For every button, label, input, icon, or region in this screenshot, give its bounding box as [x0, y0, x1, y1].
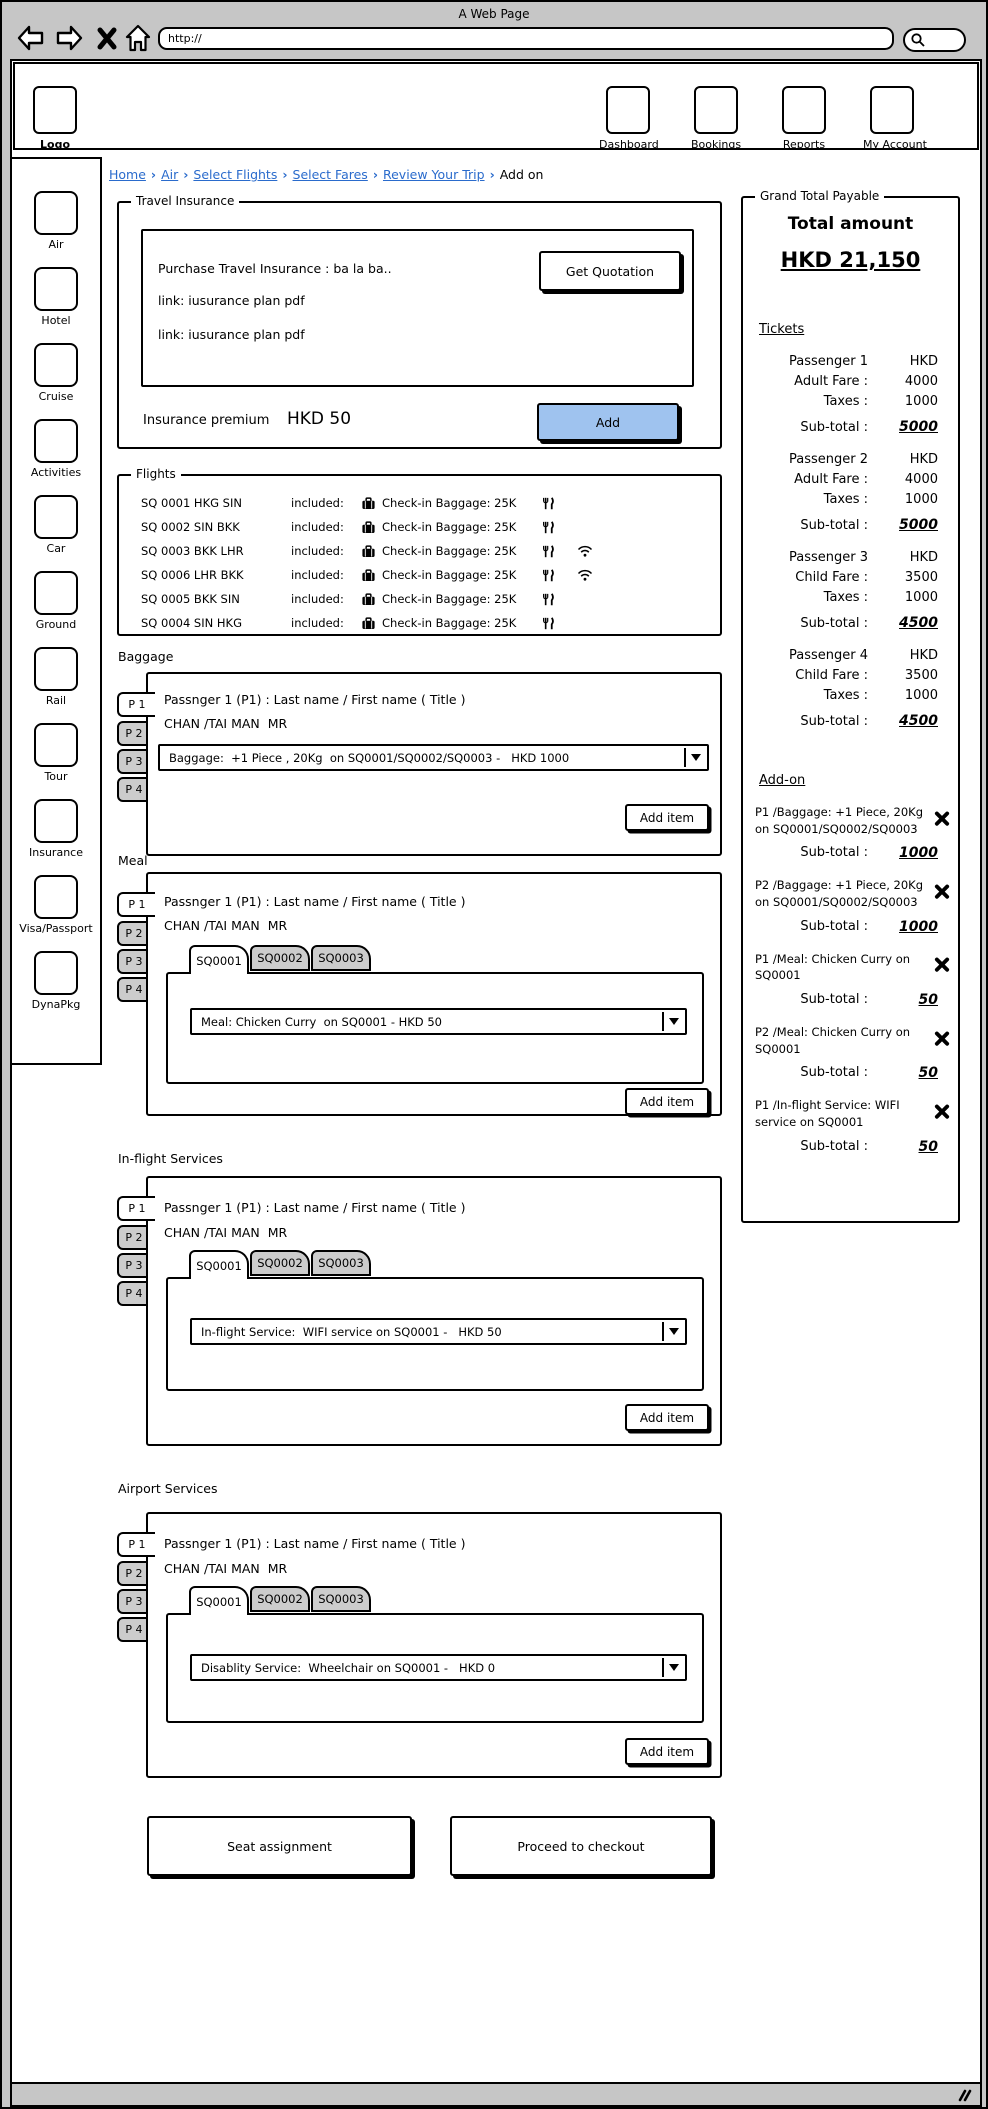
flight-number: SQ 0006 LHR BKK [141, 568, 244, 582]
addon-subtotal-row [743, 919, 958, 935]
passenger-header: Passnger 1 (P1) : Last name / First name ( Title ) [164, 894, 466, 909]
ground-icon [34, 571, 78, 615]
sidebar-item-rail[interactable] [34, 647, 78, 707]
addon-description: P1 /Meal: Chicken Curry on SQ0001 [755, 951, 911, 983]
sidebar-label: Air [48, 238, 64, 251]
flight-row [141, 496, 720, 510]
breadcrumb-review-your-trip[interactable]: Review Your Trip [382, 167, 485, 182]
passenger-name: CHAN /TAI MAN MR [164, 716, 288, 731]
sidebar-item-car[interactable] [34, 495, 78, 555]
nav-item-dashboard[interactable] [599, 86, 657, 151]
wifi-icon [577, 545, 593, 557]
status-bar [12, 2082, 980, 2105]
baggage-allowance: Check-in Baggage: 25K [382, 544, 517, 558]
remove-addon-icon[interactable] [934, 810, 950, 831]
home-button[interactable] [124, 24, 152, 52]
subtotal-value: 50 [918, 992, 938, 1009]
addon-description: P2 /Meal: Chicken Curry on SQ0001 [755, 1025, 911, 1056]
insurance-intro: Purchase Travel Insurance : ba la ba.. [158, 261, 392, 276]
inflight-flight-tabs [189, 1250, 372, 1279]
chevron-down-icon [662, 1322, 683, 1341]
fare-value: 3500 [904, 668, 938, 683]
chevron-down-icon [662, 1012, 683, 1031]
passenger-fare-block [743, 354, 958, 435]
fare-label: Adult Fare : [794, 374, 868, 389]
inflight-dropdown[interactable] [190, 1318, 687, 1345]
inflight-dropdown-value: In-flight Service: WIFI service on SQ0001 - HKD 50 [201, 1324, 502, 1339]
meal-icon [542, 568, 555, 583]
taxes-label: Taxes : [823, 492, 868, 507]
travel-insurance-section [117, 194, 722, 449]
airport-flight-tabs [189, 1586, 372, 1615]
breadcrumb-air[interactable]: Air [161, 167, 179, 182]
insurance-add-button[interactable]: Add [537, 403, 679, 441]
insurance-info-box [141, 229, 694, 387]
inflight-add-item-button[interactable]: Add item [625, 1404, 709, 1431]
dynapkg-icon [34, 951, 78, 995]
addon-subtotal-row [743, 1065, 958, 1081]
sidebar-label: Cruise [38, 390, 74, 403]
airport-passenger-tab-4[interactable]: P 4 [117, 1617, 151, 1642]
tour-icon [34, 723, 78, 767]
baggage-icon [361, 544, 376, 559]
passenger-header: Passnger 1 (P1) : Last name / First name ( Title ) [164, 692, 466, 707]
inflight-passenger-tab-1[interactable]: P 1 [117, 1196, 155, 1221]
included-label: included: [291, 568, 344, 582]
subtotal-label: Sub-total : [800, 714, 868, 729]
passenger-label: Passenger 2 [788, 452, 868, 467]
back-button[interactable] [16, 24, 46, 52]
logo-label: Logo [40, 138, 70, 151]
currency-label: HKD [909, 452, 938, 467]
meal-tab-sq0001[interactable]: SQ0001 [189, 945, 249, 974]
baggage-allowance: Check-in Baggage: 25K [382, 616, 517, 630]
breadcrumb-home[interactable]: Home [109, 167, 146, 182]
meal-add-item-button[interactable]: Add item [625, 1088, 709, 1115]
remove-addon-icon[interactable] [934, 1104, 950, 1125]
insurance-icon [34, 799, 78, 843]
airport-dropdown-value: Disablity Service: Wheelchair on SQ0001 - HKD 0 [201, 1660, 496, 1675]
passenger-label: Passenger 4 [788, 648, 868, 663]
subtotal-label: Sub-total : [800, 420, 868, 435]
currency-label: HKD [909, 354, 938, 369]
sidebar-item-activities[interactable] [31, 419, 81, 479]
sidebar-label: Activities [30, 466, 82, 479]
baggage-allowance: Check-in Baggage: 25K [382, 496, 517, 510]
subtotal-label: Sub-total : [800, 1065, 868, 1081]
baggage-section-title: Baggage [118, 649, 174, 664]
subtotal-label: Sub-total : [800, 918, 868, 934]
chevron-down-icon [662, 1658, 683, 1677]
included-label: included: [291, 496, 344, 510]
breadcrumb-separator: › [183, 167, 189, 182]
sidebar-label: Rail [45, 694, 67, 707]
meal-passenger-tab-2[interactable]: P 2 [117, 921, 151, 946]
subtotal-label: Sub-total : [800, 518, 868, 533]
page-window [10, 59, 982, 2107]
flight-number: SQ 0002 SIN BKK [141, 520, 240, 534]
inflight-tab-sq0001[interactable]: SQ0001 [189, 1250, 249, 1279]
remove-addon-icon[interactable] [934, 884, 950, 905]
nav-label: Bookings [690, 138, 742, 151]
inflight-tab-sq0002[interactable]: SQ0002 [250, 1250, 310, 1276]
sidebar-item-dynapkg[interactable] [32, 951, 81, 1011]
passenger-fare-block [743, 550, 958, 631]
left-sidebar [10, 157, 102, 1065]
nav-items [599, 86, 927, 151]
taxes-value: 1000 [904, 394, 938, 409]
subtotal-label: Sub-total : [800, 1138, 868, 1154]
chevron-down-icon [684, 748, 705, 767]
nav-item-bookings[interactable] [687, 86, 745, 151]
meal-icon [542, 544, 555, 559]
travel-insurance-legend: Travel Insurance [131, 194, 239, 208]
meal-tab-sq0002[interactable]: SQ0002 [250, 945, 310, 971]
passenger-fare-block [743, 648, 958, 729]
nav-item-my-account[interactable] [863, 86, 927, 151]
passenger-name: CHAN /TAI MAN MR [164, 1561, 288, 1576]
baggage-icon [361, 520, 376, 535]
grand-total-section [741, 189, 960, 1223]
baggage-allowance: Check-in Baggage: 25K [382, 568, 517, 582]
subtotal-label: Sub-total : [800, 616, 868, 631]
taxes-value: 1000 [904, 688, 938, 703]
nav-label: My Account [863, 138, 927, 151]
get-quotation-button[interactable]: Get Quotation [539, 251, 681, 291]
wifi-icon [577, 569, 593, 581]
inflight-section [117, 1176, 722, 1446]
subtotal-value: 50 [918, 1138, 938, 1155]
sidebar-label: Tour [44, 770, 68, 783]
insurance-premium-label: Insurance premium [143, 413, 270, 428]
air-icon [34, 191, 78, 235]
passenger-name: CHAN /TAI MAN MR [164, 918, 288, 933]
meal-dropdown[interactable] [190, 1008, 687, 1035]
car-icon [34, 495, 78, 539]
nav-item-reports[interactable] [775, 86, 833, 151]
addon-description: P2 /Baggage: +1 Piece, 20Kg on SQ0001/SQ0002/SQ0003 [755, 878, 924, 910]
meal-tab-panel [166, 972, 704, 1084]
inflight-panel [146, 1176, 722, 1446]
addon-item [743, 804, 958, 837]
subtotal-value: 4500 [899, 713, 938, 729]
subtotal-value: 4500 [899, 615, 938, 631]
baggage-dropdown-value: Baggage: +1 Piece , 20Kg on SQ0001/SQ0002/SQ0003 - HKD 1000 [169, 750, 570, 765]
airport-add-item-button[interactable]: Add item [625, 1738, 709, 1765]
airport-tab-sq0001[interactable]: SQ0001 [189, 1586, 249, 1615]
seat-assignment-button[interactable]: Seat assignment [147, 1816, 412, 1876]
inflight-section-title: In-flight Services [118, 1151, 223, 1166]
baggage-passenger-tab-3[interactable]: P 3 [117, 749, 151, 774]
visa-passport-icon [34, 875, 78, 919]
airport-panel [146, 1512, 722, 1778]
addon-heading: Add-on [759, 773, 806, 788]
taxes-label: Taxes : [823, 590, 868, 605]
hotel-icon [34, 267, 78, 311]
sidebar-label: DynaPkg [31, 998, 81, 1011]
taxes-value: 1000 [904, 590, 938, 605]
meal-tab-sq0003[interactable]: SQ0003 [311, 945, 371, 971]
flight-row [141, 568, 720, 582]
sidebar-label: Insurance [29, 846, 83, 859]
flight-row [141, 592, 720, 606]
reports-icon [782, 86, 826, 134]
baggage-icon [361, 592, 376, 607]
airport-passenger-tab-1[interactable]: P 1 [117, 1532, 155, 1557]
inflight-passenger-tab-2[interactable]: P 2 [117, 1225, 151, 1250]
passenger-header: Passnger 1 (P1) : Last name / First name ( Title ) [164, 1536, 466, 1551]
taxes-label: Taxes : [823, 394, 868, 409]
insurance-plan-link-1[interactable]: link: iusurance plan pdf [158, 293, 305, 308]
url-input[interactable] [158, 27, 894, 50]
meal-panel [146, 872, 722, 1116]
total-amount-value: HKD 21,150 [780, 248, 921, 272]
included-label: included: [291, 520, 344, 534]
passenger-label: Passenger 1 [788, 354, 868, 369]
passenger-label: Passenger 3 [788, 550, 868, 565]
meal-passenger-tab-1[interactable]: P 1 [117, 892, 155, 917]
grand-total-legend: Grand Total Payable [755, 189, 884, 203]
breadcrumb-separator: › [372, 167, 378, 182]
logo[interactable] [31, 86, 79, 151]
included-label: included: [291, 544, 344, 558]
cruise-icon [34, 343, 78, 387]
meal-icon [542, 496, 555, 511]
sidebar-item-visa-passport[interactable] [19, 875, 92, 935]
fare-value: 4000 [904, 472, 938, 487]
passenger-name: CHAN /TAI MAN MR [164, 1225, 288, 1240]
baggage-allowance: Check-in Baggage: 25K [382, 592, 517, 606]
resize-handle-icon[interactable] [954, 2087, 972, 2106]
included-label: included: [291, 616, 344, 630]
fare-label: Adult Fare : [794, 472, 868, 487]
baggage-panel [146, 672, 722, 856]
stop-icon[interactable] [95, 24, 119, 52]
sidebar-label: Car [46, 542, 66, 555]
baggage-icon [361, 496, 376, 511]
addon-item [743, 951, 958, 984]
total-amount-label: Total amount [787, 214, 914, 234]
breadcrumb-separator: › [150, 167, 157, 182]
subtotal-value: 1000 [899, 918, 938, 935]
breadcrumb-select-fares[interactable]: Select Fares [292, 167, 368, 182]
passenger-fare-block [743, 452, 958, 533]
currency-label: HKD [909, 648, 938, 663]
baggage-passenger-tab-1[interactable]: P 1 [117, 692, 155, 717]
addon-item [743, 877, 958, 910]
activities-icon [34, 419, 78, 463]
breadcrumb-current: Add on [499, 167, 544, 182]
addon-subtotal-row [743, 845, 958, 861]
inflight-passenger-tab-4[interactable]: P 4 [117, 1281, 151, 1306]
airport-passenger-tab-3[interactable]: P 3 [117, 1589, 151, 1614]
addon-subtotal-row [743, 992, 958, 1008]
flight-number: SQ 0003 BKK LHR [141, 544, 244, 558]
sidebar-item-insurance[interactable] [29, 799, 83, 859]
meal-icon [542, 592, 555, 607]
sidebar-item-ground[interactable] [34, 571, 78, 631]
baggage-add-item-button[interactable]: Add item [625, 804, 709, 831]
flight-row [141, 616, 720, 630]
nav-label: Dashboard [599, 138, 659, 151]
passenger-header: Passnger 1 (P1) : Last name / First name ( Title ) [164, 1200, 466, 1215]
sidebar-item-cruise[interactable] [34, 343, 78, 403]
subtotal-label: Sub-total : [800, 992, 868, 1008]
baggage-icon [361, 568, 376, 583]
inflight-tab-sq0003[interactable]: SQ0003 [311, 1250, 371, 1276]
airport-dropdown[interactable] [190, 1654, 687, 1681]
addon-description: P1 /In-flight Service: WIFI service on SQ0001 [755, 1098, 900, 1130]
addon-item [743, 1097, 958, 1130]
breadcrumb-separator: › [282, 167, 288, 182]
sidebar-label: Ground [35, 618, 77, 631]
flight-number: SQ 0004 SIN HKG [141, 616, 242, 630]
baggage-allowance: Check-in Baggage: 25K [382, 520, 517, 534]
rail-icon [34, 647, 78, 691]
taxes-label: Taxes : [823, 688, 868, 703]
flights-legend: Flights [131, 467, 181, 481]
breadcrumb [109, 167, 543, 182]
browser-title: A Web Page [458, 7, 530, 21]
sidebar-item-hotel[interactable] [34, 267, 78, 327]
subtotal-value: 5000 [899, 517, 938, 533]
airport-tab-panel [166, 1613, 704, 1723]
inflight-tab-panel [166, 1277, 704, 1391]
flight-row [141, 544, 720, 558]
subtotal-value: 1000 [899, 845, 938, 862]
my-account-icon [870, 86, 914, 134]
flights-section [117, 467, 722, 636]
forward-button[interactable] [54, 24, 84, 52]
flight-number: SQ 0005 BKK SIN [141, 592, 240, 606]
taxes-value: 1000 [904, 492, 938, 507]
baggage-dropdown[interactable] [158, 744, 709, 771]
currency-label: HKD [909, 550, 938, 565]
search-button[interactable] [903, 28, 966, 52]
meal-icon [542, 616, 555, 631]
subtotal-label: Sub-total : [800, 845, 868, 861]
fare-value: 3500 [904, 570, 938, 585]
fare-label: Child Fare : [795, 668, 868, 683]
sidebar-label: Visa/Passport [19, 922, 93, 935]
meal-section-title: Meal [118, 853, 148, 868]
addon-subtotal-row [743, 1139, 958, 1155]
baggage-icon [361, 616, 376, 631]
airport-tab-sq0003[interactable]: SQ0003 [311, 1586, 371, 1612]
meal-passenger-tab-4[interactable]: P 4 [117, 977, 151, 1002]
baggage-section [117, 672, 722, 856]
breadcrumb-select-flights[interactable]: Select Flights [193, 167, 278, 182]
logo-box [33, 86, 77, 134]
inflight-passenger-tab-3[interactable]: P 3 [117, 1253, 151, 1278]
flight-row [141, 520, 720, 534]
baggage-passenger-tab-2[interactable]: P 2 [117, 721, 151, 746]
included-label: included: [291, 592, 344, 606]
subtotal-value: 5000 [899, 419, 938, 435]
dashboard-icon [606, 86, 650, 134]
baggage-passenger-tab-4[interactable]: P 4 [117, 777, 151, 802]
insurance-plan-link-2[interactable]: link: iusurance plan pdf [158, 327, 305, 342]
remove-addon-icon[interactable] [934, 1030, 950, 1051]
insurance-premium-value: HKD 50 [287, 409, 352, 429]
meal-section [117, 872, 722, 1116]
airport-passenger-tab-2[interactable]: P 2 [117, 1561, 151, 1586]
meal-dropdown-value: Meal: Chicken Curry on SQ0001 - HKD 50 [201, 1014, 442, 1029]
sidebar-item-air[interactable] [34, 191, 78, 251]
airport-section-title: Airport Services [118, 1481, 218, 1496]
airport-section [117, 1512, 722, 1778]
fare-label: Child Fare : [795, 570, 868, 585]
sidebar-item-tour[interactable] [34, 723, 78, 783]
meal-flight-tabs [189, 945, 372, 974]
remove-addon-icon[interactable] [934, 957, 950, 978]
tickets-heading: Tickets [759, 322, 805, 337]
top-navbar [13, 62, 979, 150]
sidebar-label: Hotel [41, 314, 71, 327]
airport-tab-sq0002[interactable]: SQ0002 [250, 1586, 310, 1612]
bookings-icon [694, 86, 738, 134]
fare-value: 4000 [904, 374, 938, 389]
flight-list [119, 476, 720, 634]
meal-icon [542, 520, 555, 535]
breadcrumb-separator: › [489, 167, 495, 182]
subtotal-value: 50 [918, 1065, 938, 1082]
flight-number: SQ 0001 HKG SIN [141, 496, 242, 510]
search-icon [910, 32, 926, 48]
addon-description: P1 /Baggage: +1 Piece, 20Kg on SQ0001/SQ0002/SQ0003 [755, 805, 924, 836]
nav-label: Reports [782, 138, 826, 151]
proceed-to-checkout-button[interactable]: Proceed to checkout [450, 1816, 712, 1876]
addon-item [743, 1024, 958, 1057]
meal-passenger-tab-3[interactable]: P 3 [117, 949, 151, 974]
